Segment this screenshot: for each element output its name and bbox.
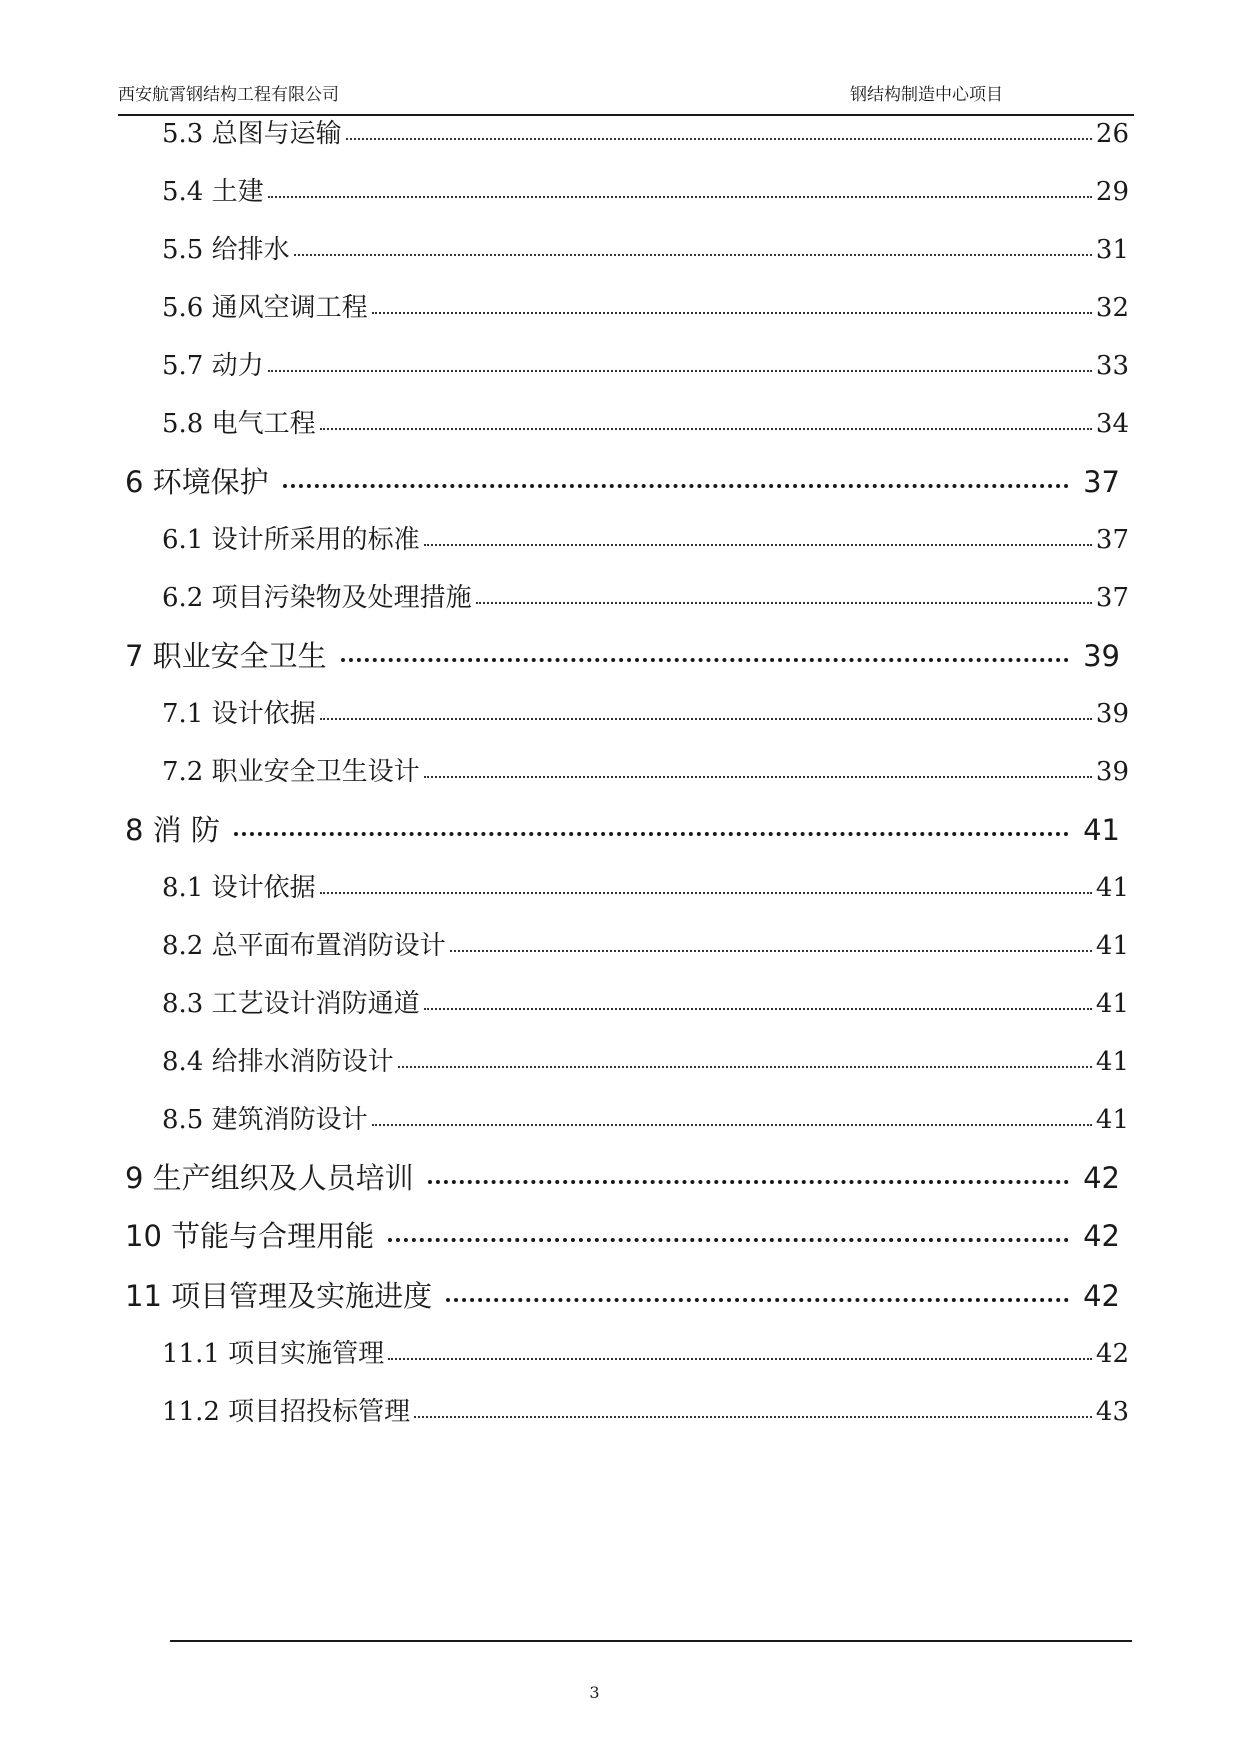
toc-entry-title: 11 项目管理及实施进度 <box>125 1279 433 1313</box>
toc-dot-leader <box>372 1123 1092 1126</box>
toc-chapter-entry[interactable] <box>125 462 1120 502</box>
toc-dot-leader <box>450 949 1092 952</box>
toc-entry-page-number: 39 <box>1095 757 1129 787</box>
toc-dot-leader <box>398 1065 1092 1068</box>
toc-chapter-entry[interactable] <box>125 810 1120 850</box>
toc-entry-page-number: 34 <box>1095 409 1129 439</box>
toc-entry-page-number: 33 <box>1095 351 1129 381</box>
toc-dot-leader <box>320 427 1092 430</box>
toc-entry-page-number: 32 <box>1095 293 1129 323</box>
toc-entry-title: 10 节能与合理用能 <box>125 1219 375 1253</box>
toc-entry-title: 7.1 设计依据 <box>162 699 316 729</box>
toc-entry-page-number: 42 <box>1095 1339 1129 1369</box>
header-project-name: 钢结构制造中心项目 <box>850 85 1003 105</box>
toc-dot-leader <box>428 1179 1069 1184</box>
toc-dot-leader <box>294 253 1092 256</box>
toc-section-entry[interactable] <box>162 522 1129 558</box>
header-company-name: 西安航霄钢结构工程有限公司 <box>118 85 339 105</box>
toc-entry-page-number: 31 <box>1095 235 1129 265</box>
toc-dot-leader <box>424 543 1092 546</box>
toc-chapter-entry[interactable] <box>125 1158 1120 1198</box>
toc-entry-title: 6.1 设计所采用的标准 <box>162 525 420 555</box>
toc-chapter-entry[interactable] <box>125 1276 1120 1316</box>
toc-dot-leader <box>320 717 1092 720</box>
toc-entry-title: 5.7 动力 <box>162 351 264 381</box>
toc-entry-title: 8 消 防 <box>125 813 220 847</box>
toc-entry-title: 8.4 给排水消防设计 <box>162 1047 394 1077</box>
toc-chapter-entry[interactable] <box>125 636 1120 676</box>
toc-entry-page-number: 42 <box>1083 1279 1120 1313</box>
toc-chapter-entry[interactable] <box>125 1216 1120 1256</box>
toc-entry-page-number: 41 <box>1095 989 1129 1019</box>
footer-divider <box>170 1640 1132 1642</box>
toc-section-entry[interactable] <box>162 1044 1129 1080</box>
toc-entry-title: 7.2 职业安全卫生设计 <box>162 757 420 787</box>
toc-section-entry[interactable] <box>162 928 1129 964</box>
toc-section-entry[interactable] <box>162 232 1129 268</box>
toc-section-entry[interactable] <box>162 174 1129 210</box>
toc-entry-page-number: 29 <box>1095 177 1129 207</box>
toc-section-entry[interactable] <box>162 116 1129 152</box>
toc-entry-page-number: 39 <box>1095 699 1129 729</box>
toc-entry-title: 6.2 项目污染物及处理措施 <box>162 583 472 613</box>
toc-entry-page-number: 41 <box>1095 1047 1129 1077</box>
toc-entry-page-number: 41 <box>1083 813 1120 847</box>
toc-section-entry[interactable] <box>162 754 1129 790</box>
toc-section-entry[interactable] <box>162 406 1129 442</box>
toc-dot-leader <box>341 657 1069 662</box>
toc-section-entry[interactable] <box>162 290 1129 326</box>
toc-entry-page-number: 43 <box>1095 1397 1129 1427</box>
toc-entry-title: 9 生产组织及人员培训 <box>125 1161 414 1195</box>
toc-dot-leader <box>346 137 1092 140</box>
toc-dot-leader <box>388 1237 1069 1242</box>
toc-entry-page-number: 26 <box>1095 119 1129 149</box>
toc-entry-title: 8.1 设计依据 <box>162 873 316 903</box>
toc-entry-page-number: 41 <box>1095 931 1129 961</box>
toc-entry-page-number: 41 <box>1095 873 1129 903</box>
page-header <box>118 84 1134 116</box>
toc-entry-page-number: 37 <box>1095 525 1129 555</box>
toc-dot-leader <box>424 1007 1092 1010</box>
toc-dot-leader <box>268 195 1092 198</box>
toc-entry-title: 5.6 通风空调工程 <box>162 293 368 323</box>
toc-entry-page-number: 39 <box>1083 639 1120 673</box>
toc-entry-page-number: 41 <box>1095 1105 1129 1135</box>
toc-entry-title: 11.1 项目实施管理 <box>162 1339 385 1369</box>
toc-dot-leader <box>446 1297 1069 1302</box>
toc-section-entry[interactable] <box>162 986 1129 1022</box>
toc-dot-leader <box>268 369 1092 372</box>
toc-section-entry[interactable] <box>162 1394 1129 1430</box>
toc-entry-page-number: 37 <box>1083 465 1120 499</box>
toc-section-entry[interactable] <box>162 348 1129 384</box>
toc-entry-title: 7 职业安全卫生 <box>125 639 327 673</box>
toc-dot-leader <box>234 831 1069 836</box>
toc-section-entry[interactable] <box>162 580 1129 616</box>
toc-entry-title: 5.4 土建 <box>162 177 264 207</box>
toc-dot-leader <box>424 775 1092 778</box>
toc-entry-title: 8.5 建筑消防设计 <box>162 1105 368 1135</box>
toc-entry-title: 8.2 总平面布置消防设计 <box>162 931 446 961</box>
toc-section-entry[interactable] <box>162 696 1129 732</box>
toc-section-entry[interactable] <box>162 1102 1129 1138</box>
toc-entry-title: 6 环境保护 <box>125 465 269 499</box>
toc-entry-title: 11.2 项目招投标管理 <box>162 1397 411 1427</box>
toc-dot-leader <box>414 1415 1092 1418</box>
toc-dot-leader <box>283 483 1069 488</box>
toc-dot-leader <box>372 311 1092 314</box>
toc-dot-leader <box>476 601 1092 604</box>
toc-entry-title: 5.5 给排水 <box>162 235 290 265</box>
toc-entry-title: 5.8 电气工程 <box>162 409 316 439</box>
toc-entry-title: 8.3 工艺设计消防通道 <box>162 989 420 1019</box>
toc-dot-leader <box>320 891 1092 894</box>
toc-entry-page-number: 42 <box>1083 1161 1120 1195</box>
page-number: 3 <box>589 1683 600 1702</box>
toc-entry-page-number: 42 <box>1083 1219 1120 1253</box>
toc-entry-title: 5.3 总图与运输 <box>162 119 342 149</box>
toc-section-entry[interactable] <box>162 870 1129 906</box>
toc-dot-leader <box>388 1357 1092 1360</box>
toc-section-entry[interactable] <box>162 1336 1129 1372</box>
toc-entry-page-number: 37 <box>1095 583 1129 613</box>
